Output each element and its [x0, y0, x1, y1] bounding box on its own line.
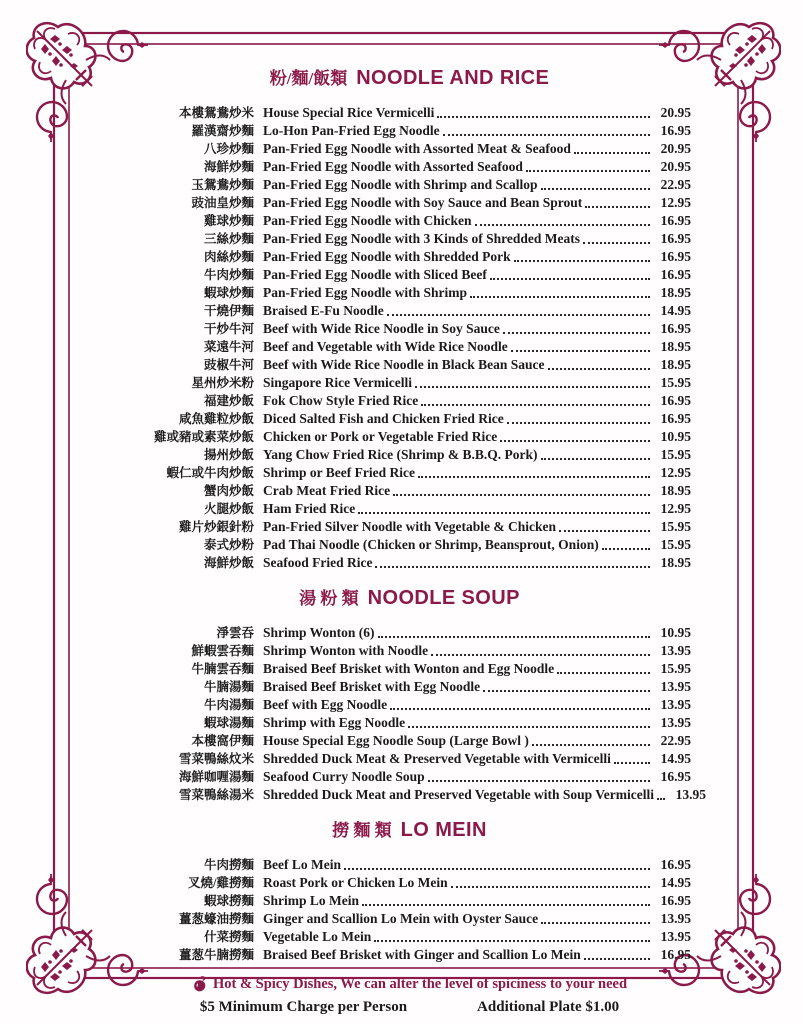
dish-price: 16.95 [660, 231, 691, 246]
menu-item-row [128, 104, 691, 122]
dish-price: 10.95 [660, 429, 691, 444]
dotted-leader [507, 422, 650, 424]
menu-item-row [128, 122, 691, 140]
menu-item-row [128, 266, 691, 284]
dish-price: 16.95 [660, 213, 691, 228]
dish-name-chinese: 菜遠牛河 [203, 340, 254, 354]
dish-price: 13.95 [660, 929, 691, 944]
dish-name-chinese: 海鮮咖喱湯麵 [178, 770, 254, 784]
dotted-leader [559, 530, 650, 532]
dish-name-english: Diced Salted Fish and Chicken Fried Rice [263, 411, 504, 426]
dish-price: 12.95 [660, 465, 691, 480]
dotted-leader [378, 636, 650, 638]
menu-item-row [128, 856, 691, 874]
dish-name-english: Shredded Duck Meat and Preserved Vegetable with Soup Vermicelli [263, 787, 655, 802]
dish-price: 13.95 [660, 911, 691, 926]
menu-content [128, 56, 707, 1016]
dish-name-chinese: 牛腩雲吞麵 [191, 662, 254, 676]
dish-name-english: Crab Meat Fried Rice [263, 483, 391, 498]
dish-name-chinese: 本樓窩伊麵 [191, 734, 254, 748]
dotted-leader [583, 242, 650, 244]
dish-name-chinese: 本樓鴛鴦炒米 [178, 106, 254, 120]
dish-price: 22.95 [660, 733, 691, 748]
menu-item-row [128, 536, 691, 554]
dish-price: 12.95 [660, 501, 691, 516]
dish-name-english: Braised Beef Brisket with Egg Noodle [263, 679, 481, 694]
dish-price: 14.95 [660, 303, 691, 318]
dish-name-chinese: 蝦球撈麵 [203, 894, 254, 908]
menu-item-row [128, 910, 691, 928]
dotted-leader [503, 332, 650, 334]
menu-item-row [128, 356, 691, 374]
menu-item-row [128, 554, 691, 572]
dish-name-chinese: 玉鴛鴦炒麵 [191, 178, 254, 192]
dotted-leader [490, 278, 650, 280]
dish-name-chinese: 火腿炒飯 [203, 502, 254, 516]
menu-item-row [128, 678, 691, 696]
menu-item-row [128, 786, 707, 804]
dish-price: 16.95 [660, 249, 691, 264]
dish-price: 13.95 [660, 715, 691, 730]
dish-name-chinese: 揚州炒飯 [203, 448, 254, 462]
menu-item-row [128, 624, 691, 642]
dish-name-chinese: 蝦仁或牛肉炒飯 [166, 466, 254, 480]
dish-name-english: Pan-Fried Egg Noodle with Shrimp [263, 285, 468, 300]
dish-name-chinese: 蟹肉炒飯 [203, 484, 254, 498]
dish-name-chinese: 肉絲炒麵 [203, 250, 254, 264]
dish-name-chinese: 雪菜鴨絲湯米 [178, 788, 254, 802]
dotted-leader [514, 260, 650, 262]
dish-name-chinese: 雪菜鴨絲炆米 [178, 752, 254, 766]
section-items [128, 856, 691, 964]
dotted-leader [602, 548, 650, 550]
menu-item-row [128, 392, 691, 410]
dish-name-chinese: 星州炒米粉 [191, 376, 254, 390]
dish-name-chinese: 牛肉撈麵 [203, 858, 254, 872]
dotted-leader [574, 152, 650, 154]
dish-price: 18.95 [660, 357, 691, 372]
dotted-leader [437, 116, 650, 118]
dish-price: 16.95 [660, 857, 691, 872]
dish-name-english: Shrimp Lo Mein [263, 893, 360, 908]
dish-name-english: Beef with Wide Rice Noodle in Black Bean Sauce [263, 357, 545, 372]
dotted-leader [584, 958, 650, 960]
dish-name-english: Braised Beef Brisket with Wonton and Egg Noodle [263, 661, 555, 676]
dotted-leader [532, 744, 650, 746]
menu-item-row [128, 284, 691, 302]
dish-name-english: Braised Beef Brisket with Ginger and Scallion Lo Mein [263, 947, 581, 962]
dish-price: 16.95 [660, 321, 691, 336]
dish-price: 18.95 [660, 339, 691, 354]
dish-price: 12.95 [660, 195, 691, 210]
dish-name-chinese: 淨雲吞 [216, 626, 254, 640]
section-title-chinese: 粉/麵/飯類 [269, 69, 348, 88]
menu-section [128, 816, 691, 964]
dish-name-english: Pan-Fried Egg Noodle with Shrimp and Scallop [263, 177, 538, 192]
dish-name-chinese: 牛肉炒麵 [203, 268, 254, 282]
dish-name-chinese: 三絲炒麵 [203, 232, 254, 246]
dish-name-chinese: 泰式炒粉 [203, 538, 254, 552]
dish-price: 15.95 [660, 447, 691, 462]
menu-item-row [128, 410, 691, 428]
dish-name-chinese: 咸魚雞粒炒飯 [178, 412, 254, 426]
menu-item-row [128, 464, 691, 482]
dish-price: 15.95 [660, 375, 691, 390]
dish-price: 16.95 [660, 947, 691, 962]
dish-name-english: Seafood Curry Noodle Soup [263, 769, 425, 784]
dish-name-english: Lo-Hon Pan-Fried Egg Noodle [263, 123, 440, 138]
dotted-leader [541, 922, 650, 924]
menu-item-row [128, 428, 691, 446]
dotted-leader [557, 672, 650, 674]
dish-price: 20.95 [660, 141, 691, 156]
dish-name-english: Beef Lo Mein [263, 857, 341, 872]
menu-footer [128, 976, 691, 1016]
menu-item-row [128, 482, 691, 500]
section-title [128, 816, 691, 843]
dish-name-english: Pad Thai Noodle (Chicken or Shrimp, Beansprout, Onion) [263, 537, 599, 552]
dotted-leader [548, 368, 650, 370]
dotted-leader [421, 404, 650, 406]
section-items [128, 624, 707, 804]
menu-item-row [128, 892, 691, 910]
dotted-leader [428, 780, 650, 782]
dish-name-english: Beef with Wide Rice Noodle in Soy Sauce [263, 321, 500, 336]
menu-item-row [128, 946, 691, 964]
dish-price: 13.95 [660, 679, 691, 694]
dish-name-chinese: 牛肉湯麵 [203, 698, 254, 712]
dish-price: 14.95 [660, 751, 691, 766]
menu-item-row [128, 158, 691, 176]
menu-item-row [128, 696, 691, 714]
menu-item-row [128, 230, 691, 248]
section-title-chinese: 湯 粉 類 [299, 589, 359, 608]
menu-item-row [128, 768, 691, 786]
dish-price: 15.95 [660, 661, 691, 676]
spicy-note [128, 976, 691, 993]
dotted-leader [526, 170, 650, 172]
dotted-leader [431, 654, 650, 656]
minimum-charge-text: $5 Minimum Charge per Person [199, 999, 408, 1015]
dish-price: 15.95 [660, 519, 691, 534]
dish-name-english: Pan-Fried Silver Noodle with Vegetable & Chicken [263, 519, 556, 534]
section-title-english: NOODLE AND RICE [356, 67, 550, 89]
dotted-leader [475, 224, 650, 226]
dish-price: 20.95 [660, 105, 691, 120]
dish-name-english: Shredded Duck Meat & Preserved Vegetable with Vermicelli [263, 751, 611, 766]
dish-price: 16.95 [660, 411, 691, 426]
dotted-leader [541, 188, 650, 190]
dish-name-english: Vegetable Lo Mein [263, 929, 372, 944]
dotted-leader [344, 868, 650, 870]
dotted-leader [374, 940, 650, 942]
dish-name-chinese: 福建炒飯 [203, 394, 254, 408]
dish-name-chinese: 羅漢齋炒麵 [191, 124, 254, 138]
menu-item-row [128, 874, 691, 892]
dish-name-chinese: 薑葱蠔油撈麵 [178, 912, 254, 926]
section-title [128, 64, 691, 91]
dish-name-english: Shrimp with Egg Noodle [263, 715, 406, 730]
dotted-leader [451, 886, 650, 888]
dish-name-english: Pan-Fried Egg Noodle with Sliced Beef [263, 267, 487, 282]
section-title-english: NOODLE SOUP [367, 587, 520, 609]
dish-name-chinese: 雞球炒麵 [203, 214, 254, 228]
dish-name-english: Roast Pork or Chicken Lo Mein [263, 875, 448, 890]
dish-name-english: House Special Rice Vermicelli [263, 105, 435, 120]
dotted-leader [358, 512, 650, 514]
menu-item-row [128, 446, 691, 464]
dish-name-chinese: 薑葱牛腩撈麵 [178, 948, 254, 962]
dish-name-chinese: 豉椒牛河 [203, 358, 254, 372]
menu-item-row [128, 302, 691, 320]
dotted-leader [415, 386, 650, 388]
menu-section [128, 64, 691, 572]
dotted-leader [614, 762, 650, 764]
dish-price: 16.95 [660, 393, 691, 408]
dish-name-english: Pan-Fried Egg Noodle with Assorted Seafood [263, 159, 523, 174]
dish-name-english: Shrimp Wonton (6) [263, 625, 375, 640]
dish-price: 13.95 [675, 787, 707, 802]
dish-name-chinese: 蝦球湯麵 [203, 716, 254, 730]
menu-item-row [128, 140, 691, 158]
menu-item-row [128, 714, 691, 732]
dish-name-english: Pan-Fried Egg Noodle with Soy Sauce and Bean Sprout [263, 195, 583, 210]
dotted-leader [408, 726, 650, 728]
dish-name-english: Beef and Vegetable with Wide Rice Noodle [263, 339, 508, 354]
dish-name-chinese: 干炒牛河 [203, 322, 254, 336]
dotted-leader [657, 798, 665, 800]
menu-item-row [128, 518, 691, 536]
dish-name-chinese: 豉油皇炒麵 [191, 196, 254, 210]
section-title-english: LO MEIN [400, 819, 487, 841]
dish-name-chinese: 牛腩湯麵 [203, 680, 254, 694]
dish-name-chinese: 海鮮炒麵 [203, 160, 254, 174]
dish-price: 14.95 [660, 875, 691, 890]
dish-name-chinese: 八珍炒麵 [203, 142, 254, 156]
dish-name-english: Ginger and Scallion Lo Mein with Oyster Sauce [263, 911, 539, 926]
dish-price: 18.95 [660, 285, 691, 300]
menu-item-row [128, 642, 691, 660]
dish-name-chinese: 海鮮炒飯 [203, 556, 254, 570]
dotted-leader [511, 350, 650, 352]
dotted-leader [483, 690, 650, 692]
dotted-leader [375, 566, 650, 568]
menu-item-row [128, 212, 691, 230]
dish-name-english: Chicken or Pork or Vegetable Fried Rice [263, 429, 498, 444]
dish-price: 18.95 [660, 483, 691, 498]
dish-name-english: Seafood Fried Rice [263, 555, 373, 570]
dish-name-english: Ham Fried Rice [263, 501, 356, 516]
dish-price: 16.95 [660, 893, 691, 908]
dish-price: 16.95 [660, 267, 691, 282]
dotted-leader [393, 494, 650, 496]
menu-section [128, 584, 707, 804]
dish-name-english: Beef with Egg Noodle [263, 697, 388, 712]
spicy-note-text: Hot & Spicy Dishes, We can alter the level of spiciness to your need [212, 976, 628, 992]
menu-item-row [128, 320, 691, 338]
dish-price: 16.95 [660, 769, 691, 784]
dish-price: 13.95 [660, 697, 691, 712]
menu-item-row [128, 732, 691, 750]
menu-sections [128, 64, 707, 964]
dish-name-english: Pan-Fried Egg Noodle with Assorted Meat & Seafood [263, 141, 571, 156]
dish-name-chinese: 雞片炒銀針粉 [178, 520, 254, 534]
dish-price: 18.95 [660, 555, 691, 570]
menu-item-row [128, 338, 691, 356]
dish-name-chinese: 蝦球炒麵 [203, 286, 254, 300]
dish-name-english: Shrimp Wonton with Noodle [263, 643, 429, 658]
menu-item-row [128, 500, 691, 518]
dish-price: 22.95 [660, 177, 691, 192]
dish-name-chinese: 什菜撈麵 [203, 930, 254, 944]
dish-name-english: Singapore Rice Vermicelli [263, 375, 412, 390]
dish-price: 15.95 [660, 537, 691, 552]
menu-item-row [128, 248, 691, 266]
dotted-leader [390, 708, 650, 710]
dotted-leader [470, 296, 650, 298]
dish-name-chinese: 雞或豬或素菜炒飯 [153, 430, 254, 444]
dish-price: 16.95 [660, 123, 691, 138]
menu-item-row [128, 750, 691, 768]
dish-name-english: Braised E-Fu Noodle [263, 303, 384, 318]
dotted-leader [541, 458, 651, 460]
section-title-chinese: 撈 麵 類 [332, 821, 392, 840]
dotted-leader [418, 476, 650, 478]
dish-price: 20.95 [660, 159, 691, 174]
chili-pepper-icon [192, 976, 207, 993]
dish-name-english: Yang Chow Fried Rice (Shrimp & B.B.Q. Pork) [263, 447, 538, 462]
dish-price: 10.95 [660, 625, 691, 640]
dish-name-english: Fok Chow Style Fried Rice [263, 393, 419, 408]
dotted-leader [362, 904, 650, 906]
additional-plate-text: Additional Plate $1.00 [477, 999, 620, 1015]
menu-item-row [128, 194, 691, 212]
menu-item-row [128, 928, 691, 946]
menu-item-row [128, 374, 691, 392]
dish-name-english: Pan-Fried Egg Noodle with Chicken [263, 213, 472, 228]
dish-name-chinese: 叉燒/雞撈麵 [188, 876, 254, 890]
menu-item-row [128, 660, 691, 678]
dish-name-english: Pan-Fried Egg Noodle with Shredded Pork [263, 249, 511, 264]
section-items [128, 104, 691, 572]
dish-name-english: Shrimp or Beef Fried Rice [263, 465, 415, 480]
dish-price: 13.95 [660, 643, 691, 658]
menu-item-row [128, 176, 691, 194]
dotted-leader [585, 206, 650, 208]
dotted-leader [387, 314, 650, 316]
dish-name-english: House Special Egg Noodle Soup (Large Bowl ) [263, 733, 529, 748]
dish-name-english: Pan-Fried Egg Noodle with 3 Kinds of Shredded Meats [263, 231, 581, 246]
section-title [128, 584, 691, 611]
dish-name-chinese: 鮮蝦雲吞麵 [191, 644, 254, 658]
dish-name-chinese: 干燒伊麵 [203, 304, 254, 318]
charges-line [128, 999, 691, 1016]
dotted-leader [500, 440, 650, 442]
dotted-leader [443, 134, 650, 136]
